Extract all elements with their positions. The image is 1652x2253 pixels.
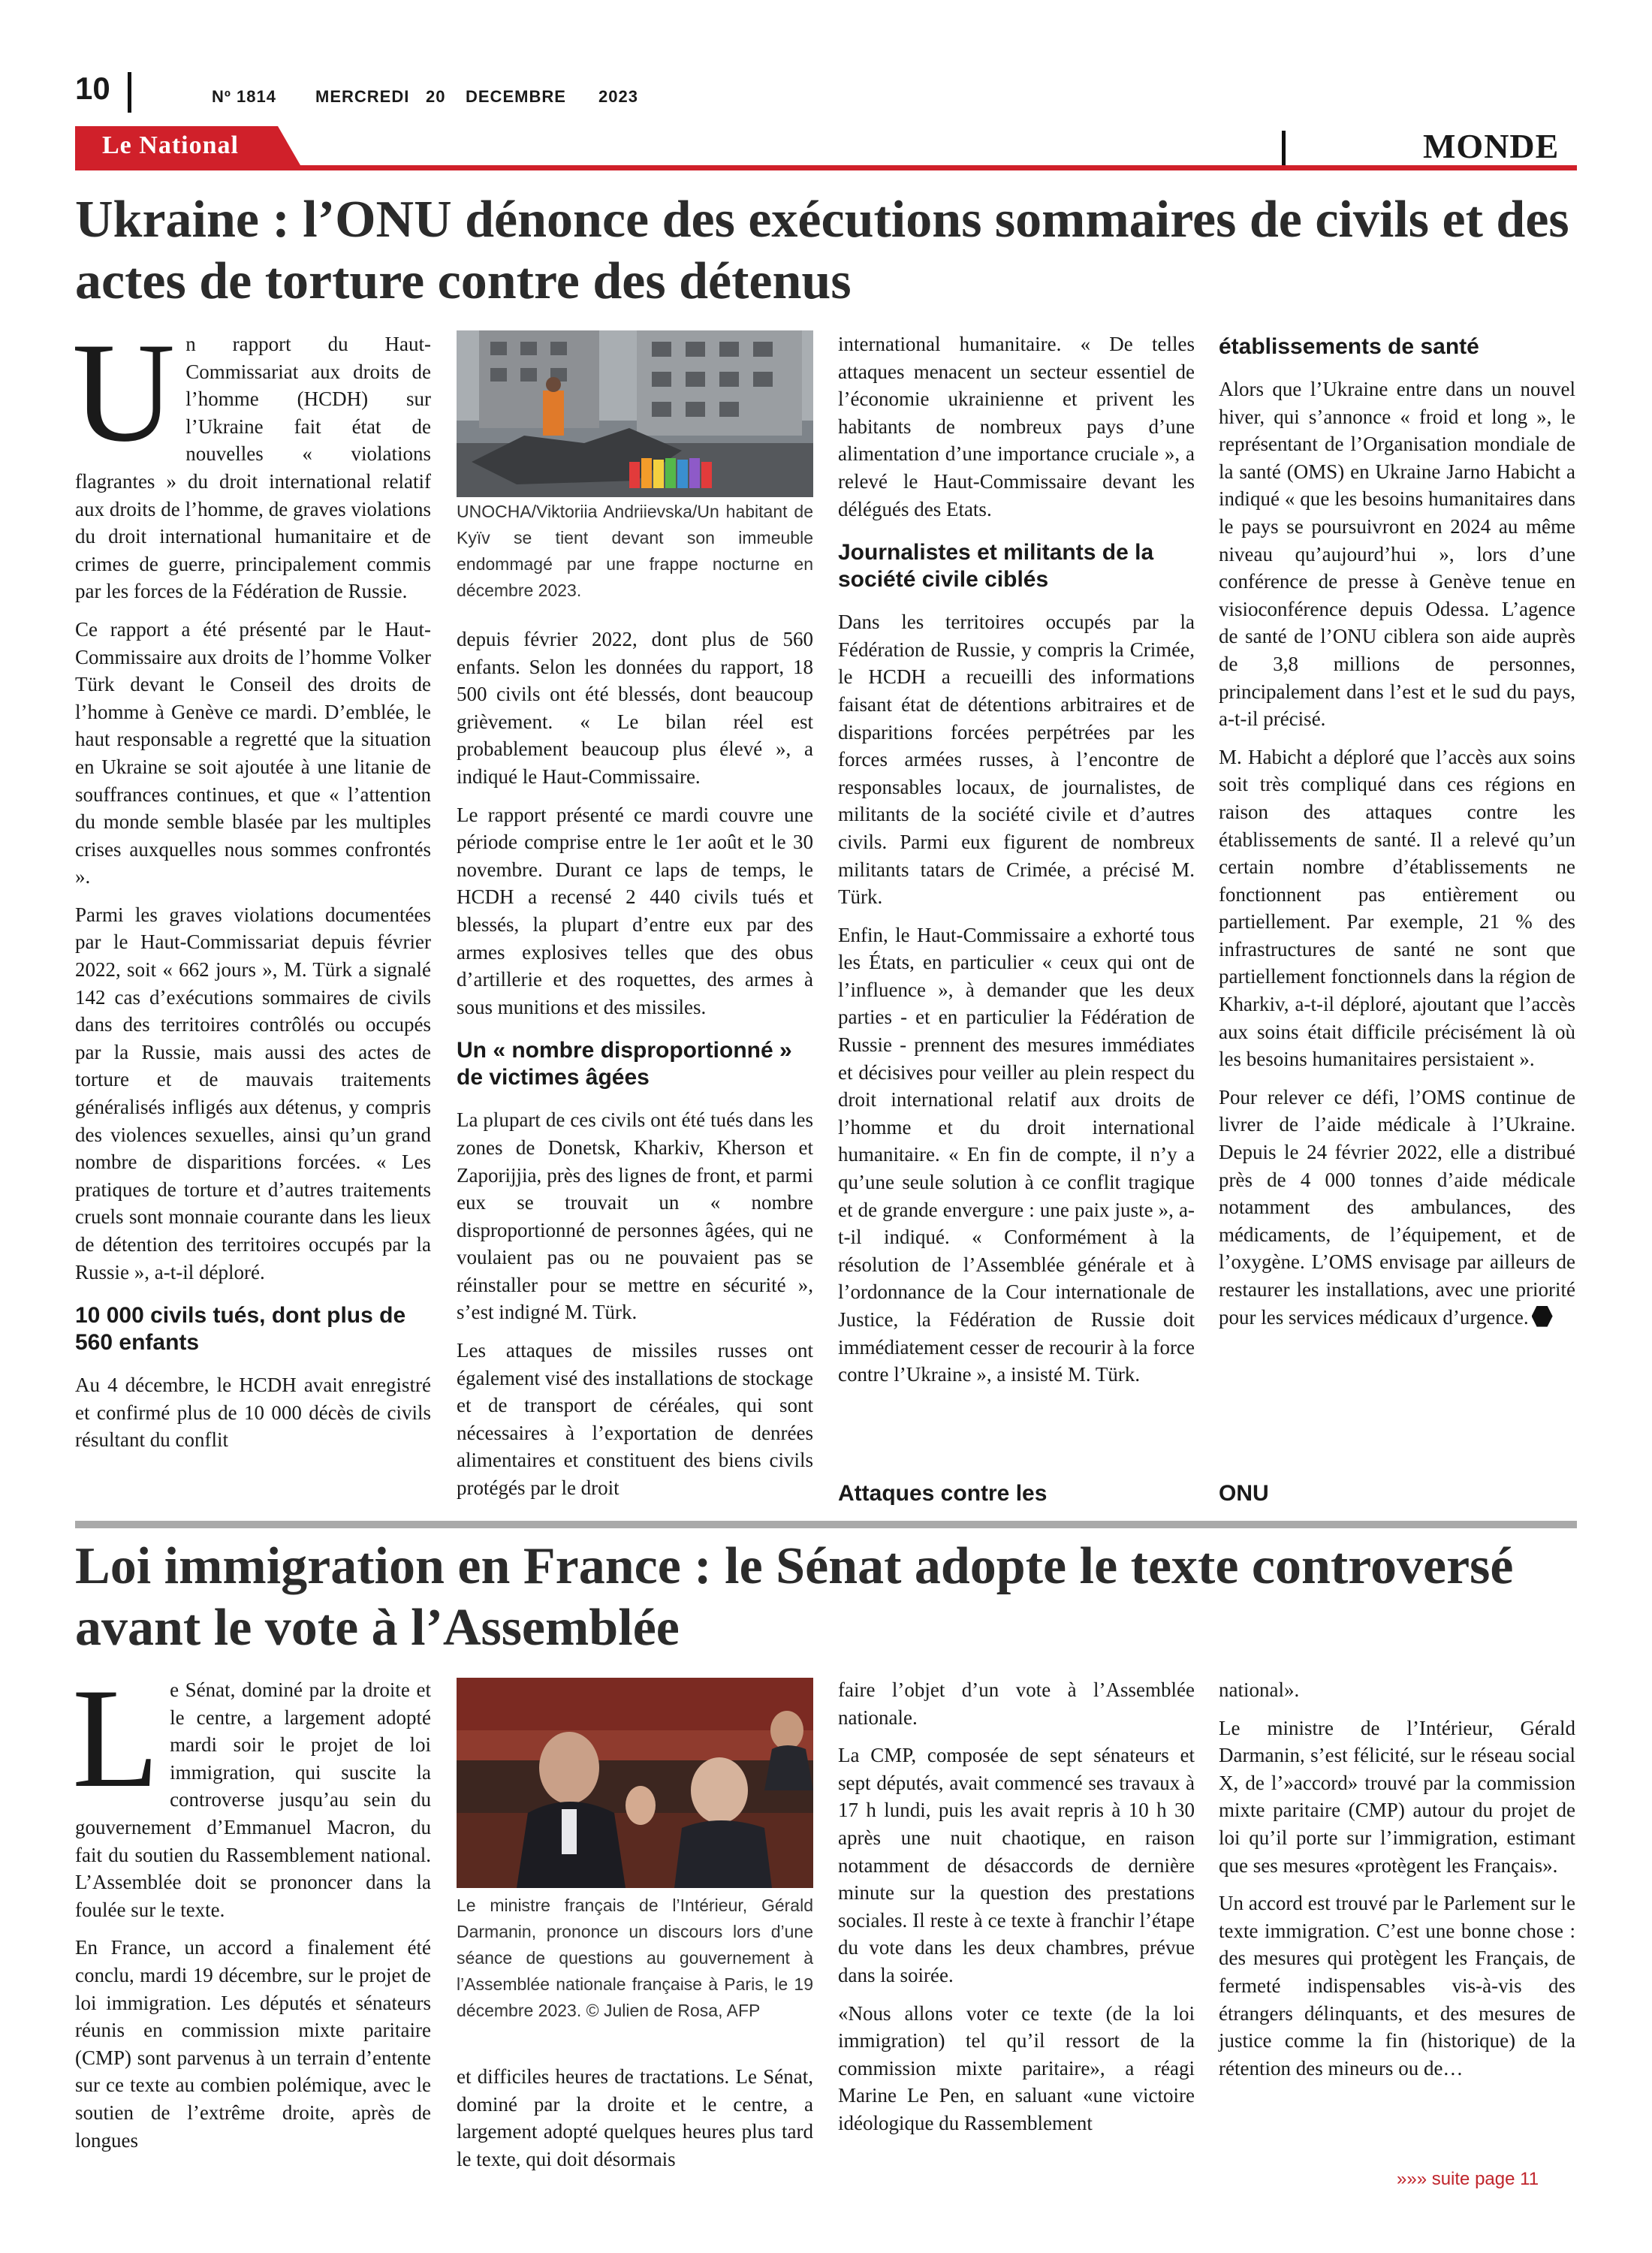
article1-paragraph: Enfin, le Haut-Commissaire a exhorté tous les États, en particulier « ceux qui ont de l’influence », à demander que les deux parties - et en particulier la Fédération de Russie - prennent des mesures immédiates et décisives pour veiller au plein respect du droit international relatif aux droits de l’homme et du droit international humanitaire. « En fin de compte, il n’y a qu’une seule solution à ce conflit tragique et de grande envergure : une paix juste », a-t-il indiqué. « Conformément à la résolution de l’Assemblée générale et à l’ordonnance de la Cour internationale de Justice, la Fédération de Russie doit immédiatement cesser de recourir à la force contre l’Ukraine », a insisté M. Türk. xyxy=(838,923,1195,1386)
article1-column-3 xyxy=(838,330,1195,1399)
article1-photo-caption: UNOCHA/Viktoriia Andriievska/Un habitant de Kyïv se tient devant son immeuble endommagé par une frappe nocturne en décembre 2023. xyxy=(457,502,813,600)
article2-headline: Loi immigration en France : le Sénat adopte le texte controversé avant le vote à l’Assemblée xyxy=(75,1537,1514,1657)
article1-paragraph: Les attaques de missiles russes ont également visé des installations de stockage et de transport de céréales, qui sont nécessaires à l’exportation de denrées alimentaires et constituent des biens civils protégés par le droit xyxy=(457,1339,813,1500)
article2-paragraph: En France, un accord a finalement été conclu, mardi 19 décembre, sur le projet de loi immigration. Les députés et sénateurs réunis en commission mixte paritaire (CMP) sont parvenus à un terrain d’entente sur ce texte au combien polémique, avec le soutien de l’extrême droite, après de longues xyxy=(75,1936,431,2152)
article2-paragraph: La CMP, composée de sept sénateurs et sept députés, avait commencé ses travaux à 17 h lundi, puis les avait repris à 10 h 30 après une nuit chaotique, en raison notamment de désaccords de dernière minute sur la question des prestations sociales. Il reste à ce texte à franchir l’étape du vote dans les deux chambres, prévue dans la soirée. xyxy=(838,1744,1195,1986)
article1-photo xyxy=(457,330,813,497)
article2-photo-image xyxy=(457,1678,813,1888)
article2-paragraph: faire l’objet d’un vote à l’Assemblée nationale. xyxy=(838,1678,1195,1729)
article1-dropcap: U xyxy=(72,314,176,472)
end-of-article-icon xyxy=(1532,1306,1553,1327)
article1-source: ONU xyxy=(1219,1481,1269,1506)
article2-photo-caption: Le ministre français de l’Intérieur, Gérald Darmanin, prononce un discours lors d’une séance de questions au gouvernement à l’Assemblée nationale française à Paris, le 19 décembre 2023. © Julien de Rosa, AFP xyxy=(457,1896,813,2020)
header-separator xyxy=(128,72,131,113)
article2-paragraph: et difficiles heures de tractations. Le Sénat, dominé par la droite et le centre, a largement adopté quelques heures plus tard le texte, qui doit désormais xyxy=(457,2065,813,2170)
article2-paragraph: «Nous allons voter ce texte (de la loi immigration) tel qu’il ressort de la commission mixte paritaire», a réagi Marine Le Pen, en saluant «une victoire idéologique du Rassemblement xyxy=(838,2001,1195,2134)
continued-on-page-link[interactable]: »»» suite page 11 xyxy=(1397,2169,1539,2189)
section-separator xyxy=(1282,131,1286,168)
article1-paragraph: La plupart de ces civils ont été tués dans les zones de Donetsk, Kharkiv, Kherson et Zaporijjia, près des lignes de front, et parmi eux se trouvait un « nombre disproportionné de personnes âgées, qui ne voulaient pas ou ne pouvaient pas se réinstaller pour se mettre en sécurité », s’est indigné M. Türk. xyxy=(457,1108,813,1324)
issue-day: MERCREDI xyxy=(315,87,410,106)
article1-paragraph: n rapport du Haut-Commissariat aux droits de l’homme (HCDH) sur l’Ukraine fait état de nouvelles « violations flagrantes » du droit international relatif aux droits de l’homme, de graves violations du droit international humanitaire et de crimes de guerre, principalement commis par les forces de la Fédération de Russie. xyxy=(75,333,431,603)
article2-paragraph: Le ministre de l’Intérieur, Gérald Darmanin, s’est félicité, sur le réseau social X, de l’»accord» trouvé par la commission mixte paritaire (CMP) autour du projet de loi qu’il porte sur l’immigration, estimant que ses mesures «protègent les Français». xyxy=(1219,1716,1575,1877)
article1-subheading-end: établissements de santé xyxy=(1219,334,1479,359)
article2-column-2 xyxy=(457,2063,813,2183)
article2-column-1 xyxy=(72,1660,431,2164)
page-number: 10 xyxy=(75,71,110,106)
article1-subheading: 10 000 civils tués, dont plus de 560 enfants xyxy=(75,1303,406,1356)
article1-column-4 xyxy=(1219,330,1575,1341)
article2-paragraph: national». xyxy=(1219,1678,1300,1701)
article1-paragraph: Alors que l’Ukraine entre dans un nouvel hiver, qui s’annonce « froid et long », le représentant de l’Organisation mondiale de la santé (OMS) en Ukraine Jarno Habicht a indiqué « que les besoins humanitaires dans le pays se poursuivront en 2024 au même niveau qu’aujourd’hui », lors d’une conférence de presse à Genève tenue en visioconférence depuis Odessa. L’agence de santé de l’ONU ciblera son aide auprès de 3,8 millions de personnes, principalement dans l’est et le sud du pays, a-t-il précisé. xyxy=(1219,378,1575,731)
article1-paragraph: Le rapport présenté ce mardi couvre une période comprise entre le 1er août et le 30 novembre. Durant ce laps de temps, le HCDH a recensé 2 440 civils tués et blessés, la plupart d’entre eux par des armes explosives telles que des obus d’artillerie et des roquettes, des armes à sous munitions et des missiles. xyxy=(457,803,813,1018)
article1-column-2 xyxy=(457,626,813,1513)
article2-column-4 xyxy=(1219,1676,1575,2092)
section-title: MONDE xyxy=(1423,127,1560,165)
article1-paragraph: international humanitaire. « De telles attaques menacent un secteur essentiel de l’économie ukrainienne et privent les habitants de nombreux pays d’une alimentation d’une importance cruciale », a relevé le Haut-Commissaire devant les délégués des Etats. xyxy=(838,333,1195,520)
article1-photo-image xyxy=(457,330,813,497)
article1-headline: Ukraine : l’ONU dénonce des exécutions sommaires de civils et des actes de torture contre des détenus xyxy=(75,191,1569,310)
issue-date-number: 20 xyxy=(426,87,446,106)
article1-subheading: Journalistes et militants de la société civile ciblés xyxy=(838,540,1154,593)
issue-year: 2023 xyxy=(598,87,638,106)
article-divider xyxy=(75,1521,1577,1528)
article2-photo xyxy=(457,1678,813,1888)
article1-paragraph: Au 4 décembre, le HCDH avait enregistré et confirmé plus de 10 000 décès de civils résultant du conflit xyxy=(75,1374,431,1452)
article1-paragraph: Dans les territoires occupés par la Fédération de Russie, y compris la Crimée, le HCDH a recueilli des informations faisant état de détentions arbitraires et de disparitions forcées perpétrées par les forces armées russes, à l’encontre de responsables locaux, de journalistes, de militants de la société civile et d’autres civils. Parmi eux figurent de nombreux militants tatars de Crimée, a précisé M. Türk. xyxy=(838,611,1195,909)
article2-paragraph: e Sénat, dominé par la droite et le centre, a largement adopté mardi soir le projet de loi immigration, qui suscite la controverse jusqu’au sein du gouvernement d’Emmanuel Macron, du fait du soutien du Rassemblement national. L’Assemblée doit se prononcer dans la foulée sur le texte. xyxy=(75,1678,431,1921)
issue-number: Nº 1814 xyxy=(212,87,276,106)
article1-column-1 xyxy=(72,314,431,1464)
article1-paragraph: Ce rapport a été présenté par le Haut-Commissaire aux droits de l’homme Volker Türk devant le Conseil des droits de l’homme à Genève ce mardi. D’emblée, le haut responsable a regretté que la situation en Ukraine se soit ajoutée à une litanie de souffrances continues, et que « l’attention du monde semble blasée par les multiples crises auxquelles nous sommes confrontés ». xyxy=(75,617,431,888)
article1-paragraph: Pour relever ce défi, l’OMS continue de livrer de l’aide médicale à l’Ukraine. Depuis le 24 février 2022, elle a distribué près de 4 000 tonnes d’aide médicale notamment des ambulances, des médicaments, de l’équipement, et de l’oxygène. L’OMS envisage par ailleurs de restaurer les installations, avec une priorité pour les services médicaux d’urgence. xyxy=(1219,1085,1575,1329)
article1-subheading: Un « nombre disproportionné » de victimes âgées xyxy=(457,1038,792,1090)
article1-paragraph: M. Habicht a déploré que l’accès aux soins soit très compliqué dans ces régions en raison des attaques contre les établissements de santé. Il a relevé qu’un certain nombre d’établissements ne fonctionnent pas entièrement ou partiellement. Par exemple, 21 % des infrastructures de santé ne sont que partiellement fonctionnels dans la région de Kharkiv, a-t-il déploré, ajoutant que l’accès aux soins était difficile précisément là où les besoins humanitaires persistaient ». xyxy=(1219,745,1575,1071)
article2-paragraph: Un accord est trouvé par le Parlement sur le texte immigration. C’est une bonne chose : des mesures qui protègent les Français, de fermeté indispensables vis-à-vis des étrangers délinquants, et des mesures de justice comme la fin (historique) de la rétention des mineurs ou de… xyxy=(1219,1892,1575,2080)
article2-column-3 xyxy=(838,1676,1195,2148)
issue-month: DECEMBRE xyxy=(466,87,566,106)
article1-subheading-start: Attaques contre les xyxy=(838,1481,1048,1506)
brand-logo: Le National xyxy=(102,131,239,159)
article2-dropcap: L xyxy=(72,1660,160,1817)
article1-paragraph: depuis février 2022, dont plus de 560 enfants. Selon les données du rapport, 18 500 civils ont été blessés, dont beaucoup grièvement. « Le bilan réel est probablement beaucoup plus élevé », a indiqué le Haut-Commissaire. xyxy=(457,628,813,788)
article1-paragraph: Parmi les graves violations documentées par le Haut-Commissariat depuis février 2022, soit « 662 jours », M. Türk a signalé 142 cas d’exécutions sommaires de civils dans des territoires contrôlés ou occupés par la Russie, mais aussi des actes de torture et de mauvais traitements généralisés infligés aux détenus, y compris des violences sexuelles, ainsi qu’un grand nombre de disparitions forcées. « Les pratiques de torture et d’autres traitements cruels sont monnaie courante dans les lieux de détention des territoires occupés par la Russie », a-t-il déploré. xyxy=(75,903,431,1283)
header-rule xyxy=(75,165,1577,170)
